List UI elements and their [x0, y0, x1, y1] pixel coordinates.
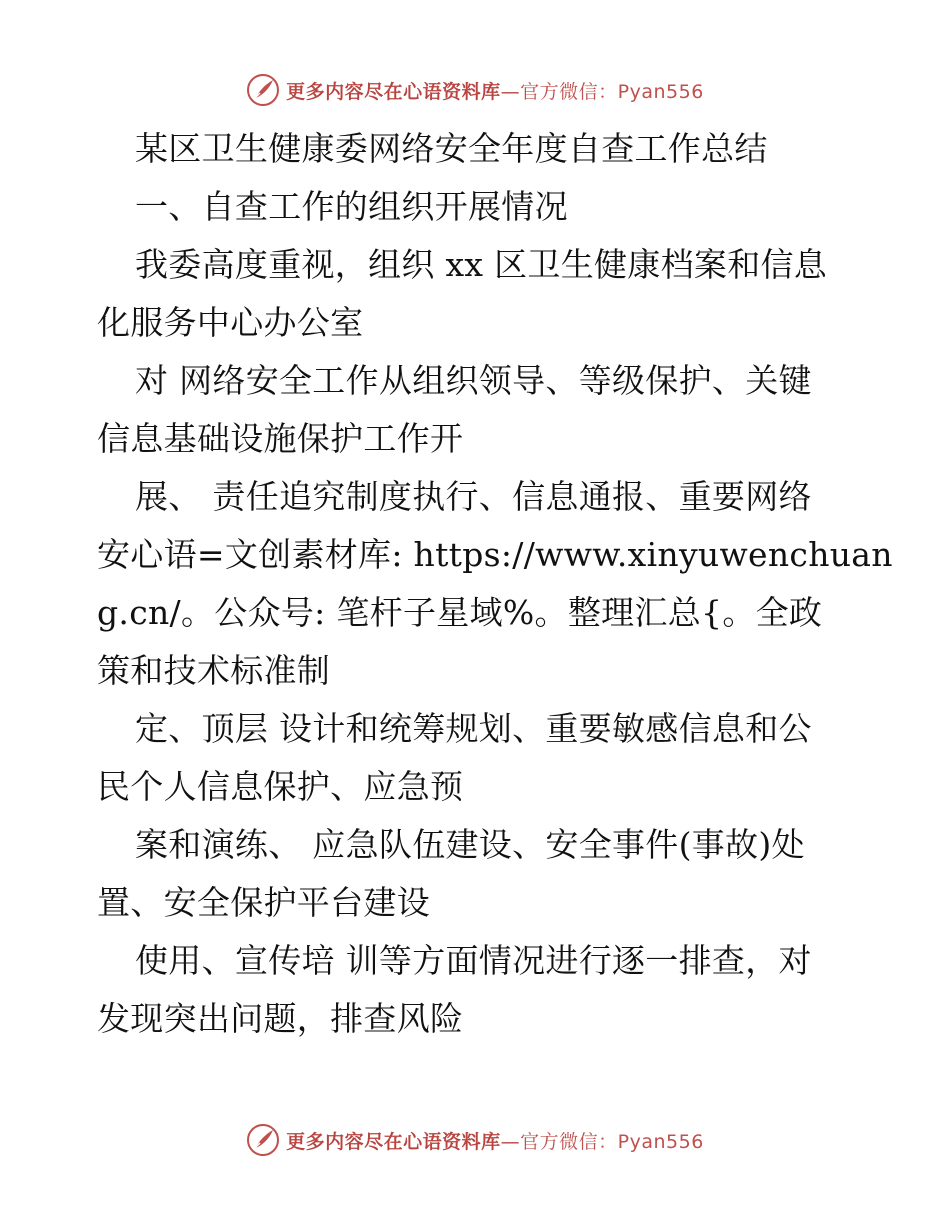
footer-banner	[0, 1120, 950, 1160]
text-line: 发现突出问题，排查风险	[97, 999, 464, 1038]
text-line: g.cn/。公众号: 笔杆子星域%。整理汇总{。全政	[97, 593, 823, 632]
text-line: 化服务中心办公室	[97, 303, 364, 342]
text-line: 对 网络安全工作从组织领导、等级保护、关键	[135, 361, 812, 400]
banner-separator: —	[500, 1130, 521, 1153]
text-line: 使用、宣传培 训等方面情况进行逐一排查，对	[135, 941, 812, 980]
text-line: 置、安全保护平台建设	[97, 883, 430, 922]
quill-pen-logo-icon	[246, 73, 280, 107]
banner-brand: 更多内容尽在心语资料库	[286, 80, 501, 103]
banner-wechat: 官方微信：Pyan556	[520, 1130, 704, 1153]
text-line: 策和技术标准制	[97, 651, 331, 690]
quill-pen-logo-icon	[246, 1123, 280, 1157]
document-body	[97, 120, 893, 1048]
text-line: 民个人信息保护、应急预	[97, 767, 464, 806]
banner-text	[286, 1127, 704, 1154]
text-line: 信息基础设施保护工作开	[97, 419, 464, 458]
text-line: 安心语=文创素材库: https://www.xinyuwenchuan	[97, 535, 893, 574]
text-line: 案和演练、 应急队伍建设、安全事件(事故)处	[135, 825, 805, 864]
banner-wechat: 官方微信：Pyan556	[520, 80, 704, 103]
section-heading: 一、自查工作的组织开展情况	[135, 187, 568, 226]
text-line: 我委高度重视，组织 xx 区卫生健康档案和信息	[135, 245, 828, 284]
document-title: 某区卫生健康委网络安全年度自查工作总结	[135, 129, 768, 168]
banner-separator: —	[500, 80, 521, 103]
text-line: 定、顶层 设计和统筹规划、重要敏感信息和公	[135, 709, 812, 748]
banner-brand: 更多内容尽在心语资料库	[286, 1130, 501, 1153]
banner-text	[286, 77, 704, 104]
text-line: 展、 责任追究制度执行、信息通报、重要网络	[135, 477, 812, 516]
header-banner	[0, 70, 950, 110]
